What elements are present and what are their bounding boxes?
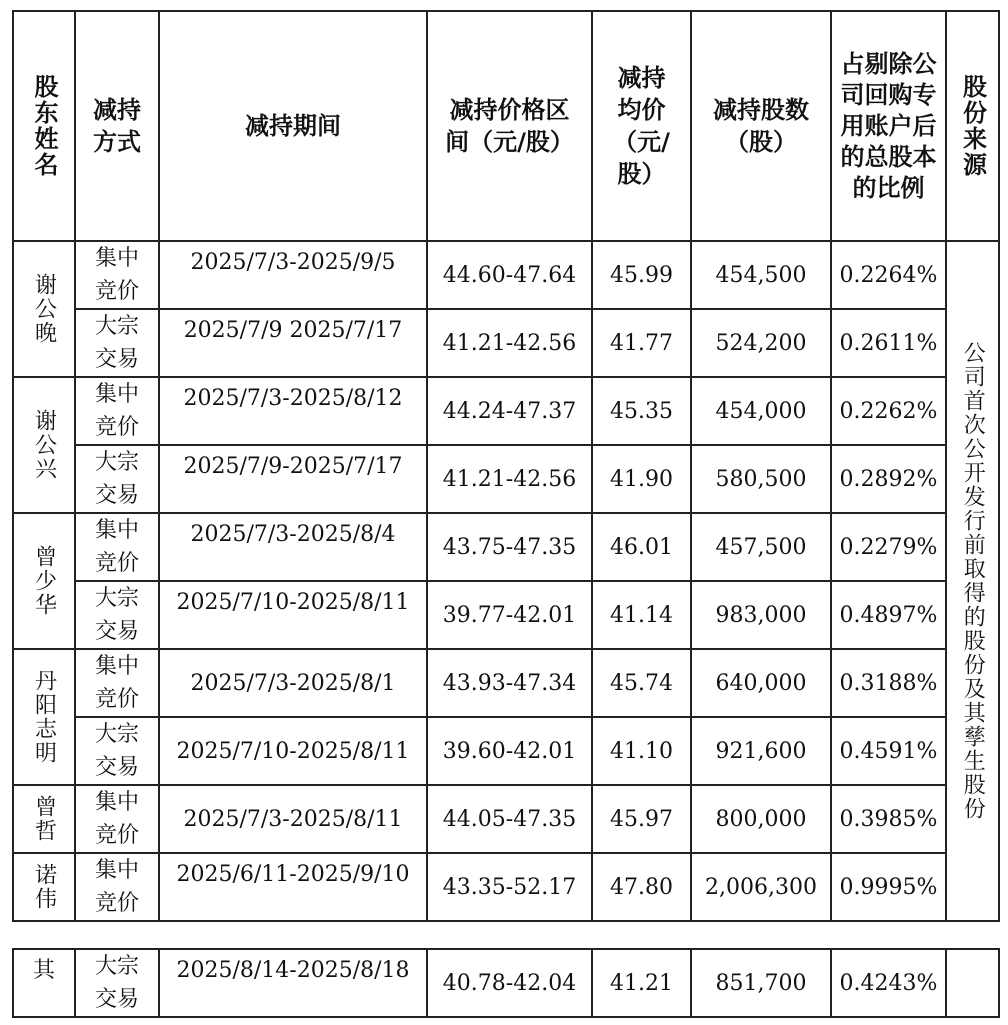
shares-cell: 454,500 bbox=[691, 241, 831, 309]
price-range-cell: 43.75-47.35 bbox=[427, 513, 592, 581]
table-row bbox=[13, 785, 999, 853]
ratio-cell: 0.2611% bbox=[831, 309, 946, 377]
avg-price-cell: 47.80 bbox=[592, 853, 691, 921]
ratio-cell: 0.3188% bbox=[831, 649, 946, 717]
ratio-cell: 0.4897% bbox=[831, 581, 946, 649]
table-row bbox=[13, 949, 999, 1017]
method-cell: 大宗交易 bbox=[75, 581, 159, 649]
method-cell: 大宗交易 bbox=[75, 949, 159, 1017]
header-ratio: 占剔除公司回购专用账户后的总股本的比例 bbox=[831, 11, 946, 241]
shares-cell: 524,200 bbox=[691, 309, 831, 377]
shares-cell: 454,000 bbox=[691, 377, 831, 445]
header-shares: 减持股数（股） bbox=[691, 11, 831, 241]
shares-cell: 983,000 bbox=[691, 581, 831, 649]
avg-price-cell: 41.90 bbox=[592, 445, 691, 513]
price-range-cell: 39.77-42.01 bbox=[427, 581, 592, 649]
avg-price-cell: 41.77 bbox=[592, 309, 691, 377]
ratio-cell: 0.2279% bbox=[831, 513, 946, 581]
share-source: 公司首次公开发行前取得的股份及其孳生股份 bbox=[946, 241, 999, 921]
table-row bbox=[13, 241, 999, 309]
method-cell: 集中竞价 bbox=[75, 785, 159, 853]
method-cell: 集中竞价 bbox=[75, 853, 159, 921]
shares-cell: 580,500 bbox=[691, 445, 831, 513]
table-row bbox=[13, 309, 999, 377]
shares-cell: 2,006,300 bbox=[691, 853, 831, 921]
period-cell: 2025/7/10-2025/8/11 bbox=[159, 717, 427, 785]
avg-price-cell: 45.97 bbox=[592, 785, 691, 853]
shareholder-name: 谢公兴 bbox=[13, 377, 75, 513]
period-cell: 2025/7/3-2025/9/5 bbox=[159, 241, 427, 309]
table-row bbox=[13, 445, 999, 513]
shareholder-name: 诺伟 bbox=[13, 853, 75, 921]
ratio-cell: 0.4591% bbox=[831, 717, 946, 785]
shares-cell: 851,700 bbox=[691, 949, 831, 1017]
header-price-range: 减持价格区间（元/股） bbox=[427, 11, 592, 241]
continuation-table bbox=[12, 948, 1000, 1018]
method-cell: 集中竞价 bbox=[75, 513, 159, 581]
period-cell: 2025/7/3-2025/8/4 bbox=[159, 513, 427, 581]
period-cell: 2025/7/3-2025/8/11 bbox=[159, 785, 427, 853]
price-range-cell: 43.35-52.17 bbox=[427, 853, 592, 921]
period-cell: 2025/6/11-2025/9/10 bbox=[159, 853, 427, 921]
avg-price-cell: 41.21 bbox=[592, 949, 691, 1017]
table-row bbox=[13, 853, 999, 921]
source-cell-empty bbox=[946, 949, 999, 1017]
shareholder-name: 曾哲 bbox=[13, 785, 75, 853]
header-source: 股份来源 bbox=[946, 11, 999, 241]
table-row bbox=[13, 513, 999, 581]
method-cell: 大宗交易 bbox=[75, 309, 159, 377]
header-method: 减持方式 bbox=[75, 11, 159, 241]
shareholder-name: 曾少华 bbox=[13, 513, 75, 649]
shares-cell: 640,000 bbox=[691, 649, 831, 717]
price-range-cell: 43.93-47.34 bbox=[427, 649, 592, 717]
price-range-cell: 44.24-47.37 bbox=[427, 377, 592, 445]
header-row bbox=[13, 11, 999, 241]
ratio-cell: 0.2262% bbox=[831, 377, 946, 445]
ratio-cell: 0.3985% bbox=[831, 785, 946, 853]
price-range-cell: 44.05-47.35 bbox=[427, 785, 592, 853]
period-cell: 2025/7/10-2025/8/11 bbox=[159, 581, 427, 649]
period-cell: 2025/7/3-2025/8/1 bbox=[159, 649, 427, 717]
table-row bbox=[13, 581, 999, 649]
reduction-table bbox=[12, 10, 1000, 922]
shareholder-name: 其 bbox=[13, 949, 75, 1017]
avg-price-cell: 46.01 bbox=[592, 513, 691, 581]
table-row bbox=[13, 717, 999, 785]
table-row bbox=[13, 649, 999, 717]
ratio-cell: 0.4243% bbox=[831, 949, 946, 1017]
avg-price-cell: 45.74 bbox=[592, 649, 691, 717]
shares-cell: 800,000 bbox=[691, 785, 831, 853]
method-cell: 集中竞价 bbox=[75, 649, 159, 717]
ratio-cell: 0.9995% bbox=[831, 853, 946, 921]
avg-price-cell: 45.99 bbox=[592, 241, 691, 309]
shares-cell: 457,500 bbox=[691, 513, 831, 581]
shareholder-name: 丹阳志明 bbox=[13, 649, 75, 785]
ratio-cell: 0.2264% bbox=[831, 241, 946, 309]
header-avg-price: 减持均价（元/股） bbox=[592, 11, 691, 241]
period-cell: 2025/7/3-2025/8/12 bbox=[159, 377, 427, 445]
shareholder-name: 谢公晚 bbox=[13, 241, 75, 377]
price-range-cell: 41.21-42.56 bbox=[427, 445, 592, 513]
header-name: 股东姓名 bbox=[13, 11, 75, 241]
price-range-cell: 39.60-42.01 bbox=[427, 717, 592, 785]
avg-price-cell: 41.10 bbox=[592, 717, 691, 785]
method-cell: 集中竞价 bbox=[75, 377, 159, 445]
price-range-cell: 41.21-42.56 bbox=[427, 309, 592, 377]
ratio-cell: 0.2892% bbox=[831, 445, 946, 513]
period-cell: 2025/7/9 2025/7/17 bbox=[159, 309, 427, 377]
period-cell: 2025/7/9-2025/7/17 bbox=[159, 445, 427, 513]
table-row bbox=[13, 377, 999, 445]
method-cell: 大宗交易 bbox=[75, 717, 159, 785]
avg-price-cell: 45.35 bbox=[592, 377, 691, 445]
shares-cell: 921,600 bbox=[691, 717, 831, 785]
header-period: 减持期间 bbox=[159, 11, 427, 241]
method-cell: 集中竞价 bbox=[75, 241, 159, 309]
period-cell: 2025/8/14-2025/8/18 bbox=[159, 949, 427, 1017]
method-cell: 大宗交易 bbox=[75, 445, 159, 513]
price-range-cell: 44.60-47.64 bbox=[427, 241, 592, 309]
avg-price-cell: 41.14 bbox=[592, 581, 691, 649]
price-range-cell: 40.78-42.04 bbox=[427, 949, 592, 1017]
